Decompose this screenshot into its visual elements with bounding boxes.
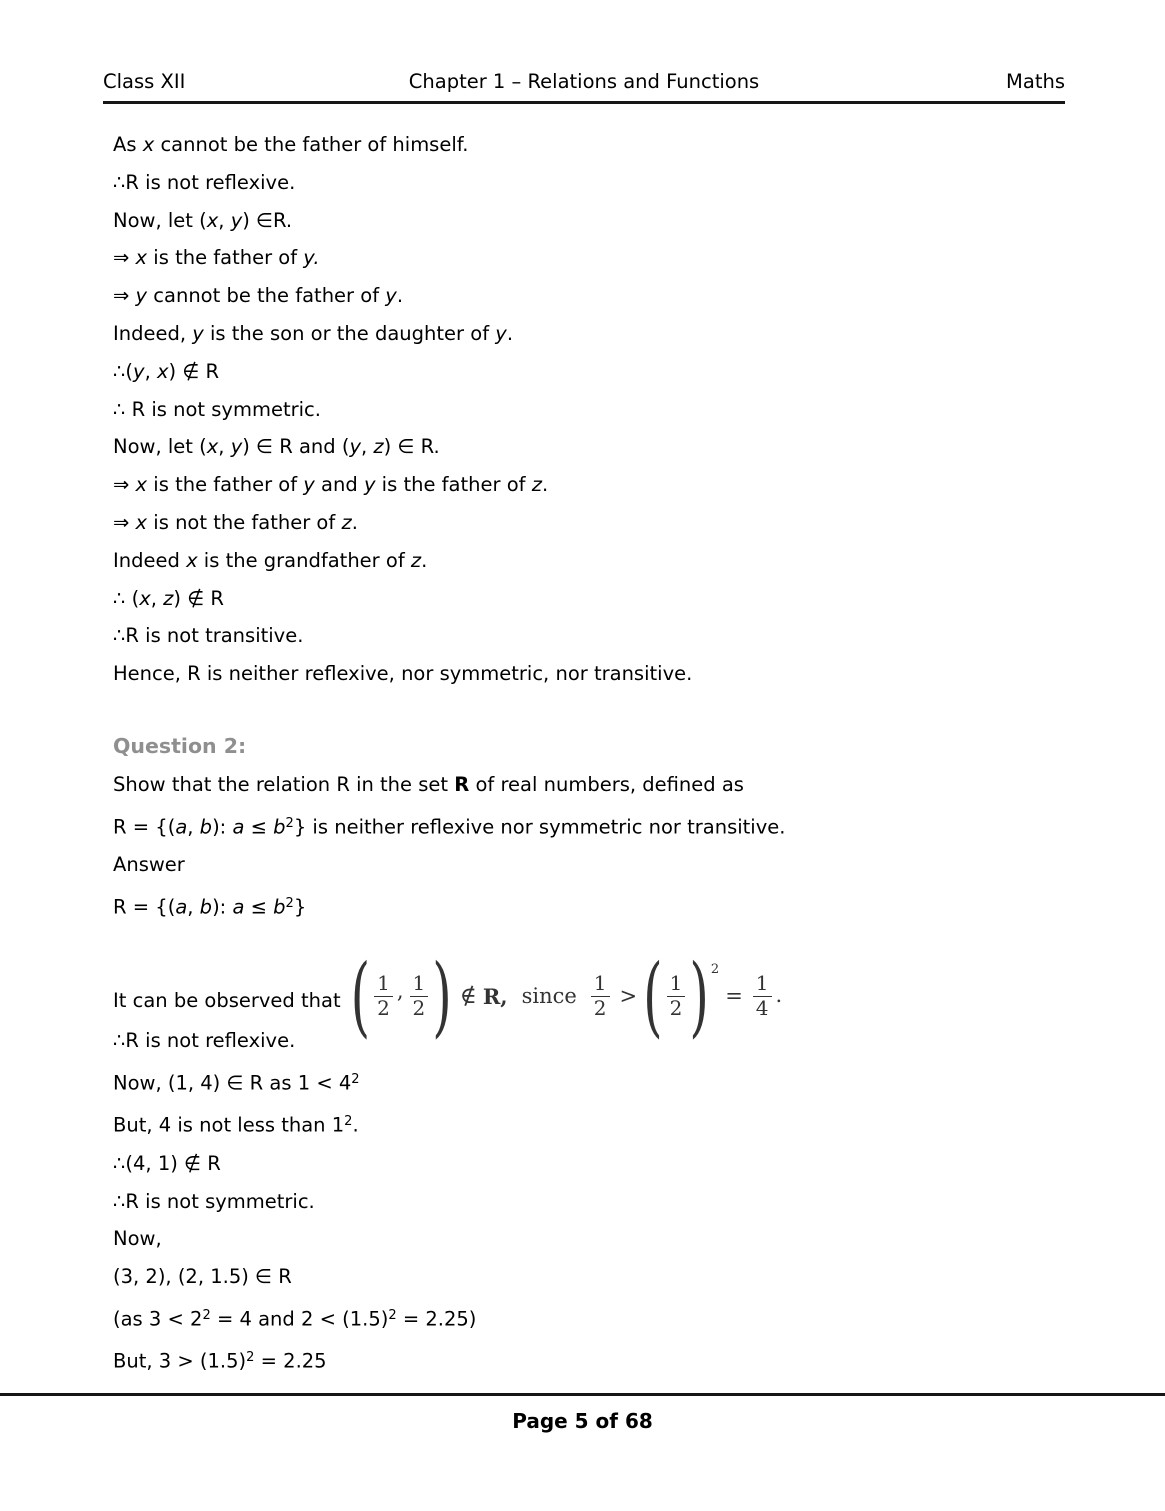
fraction-denominator: 4	[755, 995, 769, 1020]
text-segment: Show that the relation R in the set	[113, 773, 455, 797]
superscript: 2	[202, 1307, 211, 1323]
text-segment: y	[363, 473, 376, 497]
text-line	[113, 509, 1085, 537]
text-segment: b	[273, 895, 286, 919]
text-segment: z	[410, 548, 422, 572]
text-segment: x	[206, 208, 219, 232]
text-segment: }	[293, 895, 307, 919]
text-line	[113, 1150, 1085, 1178]
left-paren-big: (	[643, 945, 663, 1048]
text-segment: ∴(	[113, 359, 134, 383]
text-segment: R	[454, 773, 470, 797]
text-segment: .	[421, 548, 428, 572]
real-set-symbol: R,	[482, 983, 508, 1009]
text-segment: x	[142, 133, 155, 156]
text-segment: Indeed	[113, 548, 187, 572]
text-segment: ≤	[244, 895, 274, 919]
text-line	[113, 1107, 1085, 1140]
page-content	[113, 131, 1085, 1386]
text-segment: x	[186, 548, 198, 572]
text-segment: of real numbers, defined as	[469, 773, 744, 797]
page-header	[103, 70, 1065, 104]
text-segment: But, 4 is not less than 1	[113, 1113, 345, 1137]
text-segment: ⇒	[113, 473, 136, 497]
text-segment: ) ∉ R	[173, 586, 224, 610]
text-segment: y	[495, 321, 507, 345]
superscript: 2	[246, 1350, 255, 1366]
text-segment: ∴ R is not symmetric.	[113, 397, 321, 421]
text-segment: y.	[303, 246, 320, 270]
text-segment: b	[273, 815, 286, 839]
math-formula	[350, 945, 783, 1048]
fraction-numerator: 1	[410, 972, 429, 997]
fraction-numerator: 1	[753, 972, 772, 997]
text-segment: x	[139, 586, 151, 610]
text-segment: ⇒	[113, 246, 136, 270]
text-line	[113, 358, 1085, 386]
text-segment: a	[232, 815, 245, 839]
greater-than-symbol: >	[619, 984, 638, 1009]
text-segment: } is neither reflexive nor symmetric nor transitive.	[293, 815, 786, 839]
question1-solution-lines	[113, 131, 1085, 688]
text-segment: = 4 and 2 < (1.5)	[210, 1307, 389, 1331]
squared-paren-group	[643, 945, 720, 1048]
text-line	[113, 169, 1085, 197]
exponent-superscript: 2	[710, 961, 720, 977]
text-segment: Now, (1, 4) ∈ R as 1 < 4	[113, 1071, 352, 1095]
math-comma: ,	[396, 979, 404, 1004]
text-segment: a	[232, 895, 245, 919]
question2-statement-lines	[113, 771, 1085, 921]
text-line	[113, 771, 1085, 799]
text-segment: ,	[361, 435, 374, 459]
text-segment: ∴(4, 1) ∉ R	[113, 1151, 221, 1175]
text-line	[113, 622, 1085, 650]
text-segment: z	[163, 586, 174, 610]
text-segment: z	[373, 435, 384, 459]
superscript: 2	[388, 1307, 397, 1323]
text-segment: ⇒	[113, 510, 136, 534]
text-segment: ) ∈ R and (	[242, 435, 350, 459]
superscript: 2	[285, 896, 294, 912]
text-segment: .	[351, 510, 358, 534]
text-segment: ∴R is not reflexive.	[113, 1029, 296, 1053]
text-segment: Answer	[113, 853, 185, 877]
text-line	[113, 131, 1085, 159]
text-segment: R = {(	[113, 815, 176, 839]
text-segment: .	[506, 321, 514, 345]
not-element-of-symbol: ∉	[459, 983, 477, 1010]
page-footer	[0, 1393, 1165, 1433]
text-segment: is the father of	[375, 473, 532, 497]
text-segment: y	[349, 435, 362, 459]
text-segment: is the father of	[147, 246, 304, 270]
text-segment: b	[199, 815, 213, 839]
header-class-label: Class XII	[103, 70, 186, 93]
text-segment: is the father of	[147, 473, 304, 497]
text-line	[113, 1027, 1085, 1055]
text-line	[113, 851, 1085, 879]
text-segment: ≤	[244, 815, 274, 839]
text-segment: = 2.25)	[396, 1307, 477, 1331]
fraction-quarter	[753, 972, 772, 1020]
equals-symbol: =	[725, 984, 743, 1009]
text-segment: x	[135, 510, 148, 534]
text-segment: y	[385, 284, 397, 308]
text-segment: is the grandfather of	[197, 548, 411, 572]
text-segment: Now,	[113, 1227, 162, 1251]
text-segment: ∴R is not transitive.	[113, 624, 304, 648]
text-segment: But, 3 > (1.5)	[113, 1349, 247, 1373]
text-segment: x	[206, 435, 219, 459]
text-segment: ):	[212, 895, 233, 919]
text-segment: ⇒	[113, 284, 136, 308]
fraction-denominator: 2	[412, 995, 426, 1020]
text-segment: x	[156, 359, 169, 383]
text-line	[113, 1225, 1085, 1253]
fraction-half-2	[410, 972, 429, 1020]
text-segment: ):	[212, 815, 233, 839]
page-number-label: Page 5 of 68	[512, 1409, 653, 1433]
text-line	[113, 585, 1085, 613]
text-line	[113, 1263, 1085, 1291]
text-segment: ∴ (	[113, 586, 140, 610]
header-row	[103, 70, 1065, 93]
fraction-denominator: 2	[593, 995, 607, 1020]
text-segment: ,	[218, 435, 231, 459]
text-segment: ,	[187, 815, 200, 839]
text-segment: y	[230, 208, 243, 232]
right-paren-big: )	[432, 945, 452, 1048]
fraction-numerator: 1	[591, 972, 610, 997]
text-segment: ,	[150, 586, 164, 610]
text-segment: ) ∈ R.	[383, 435, 440, 459]
superscript: 2	[344, 1114, 353, 1130]
text-segment: As	[113, 133, 143, 156]
text-line	[113, 1301, 1085, 1334]
text-segment: .	[396, 284, 404, 308]
text-segment: Now, let (	[113, 208, 207, 232]
since-label: since	[521, 984, 577, 1009]
text-segment: .	[541, 473, 549, 497]
text-segment: .	[352, 1113, 359, 1137]
fraction-denominator: 2	[669, 995, 683, 1020]
text-segment: y	[192, 321, 204, 345]
text-segment: is the son or the daughter of	[203, 321, 496, 345]
text-segment: ∴R is not symmetric.	[113, 1189, 315, 1213]
superscript: 2	[351, 1072, 360, 1088]
text-segment: Now, let (	[113, 435, 207, 459]
text-line	[113, 809, 1085, 842]
text-segment: cannot be the father of himself.	[154, 133, 469, 156]
text-segment: y	[135, 284, 148, 308]
header-chapter-title: Chapter 1 – Relations and Functions	[408, 70, 760, 93]
text-segment: y	[303, 473, 315, 497]
text-segment: y	[230, 435, 243, 459]
question2-solution-lines	[113, 1027, 1085, 1375]
text-segment: ) ∉ R	[168, 359, 220, 383]
text-line	[113, 433, 1085, 461]
formula-prefix-text: It can be observed that	[113, 989, 341, 1013]
text-line	[113, 396, 1085, 424]
text-segment: ∴R is not reflexive.	[113, 170, 296, 194]
fraction-half-3	[591, 972, 610, 1020]
text-line	[113, 282, 1085, 310]
right-paren-big: )	[689, 945, 709, 1048]
text-segment: x	[135, 246, 148, 270]
text-segment: cannot be the father of	[147, 284, 386, 308]
text-segment: R = {(	[113, 895, 176, 919]
text-line	[113, 889, 1085, 922]
text-segment: b	[199, 895, 213, 919]
left-paren-big: (	[350, 945, 371, 1048]
text-segment: z	[341, 510, 352, 534]
superscript: 2	[285, 815, 294, 831]
text-segment: (as 3 < 2	[113, 1307, 203, 1331]
text-line	[113, 660, 1085, 688]
fraction-numerator: 1	[667, 972, 686, 997]
fraction-numerator: 1	[374, 972, 393, 997]
text-line	[113, 547, 1085, 575]
text-segment: a	[175, 815, 188, 839]
text-line	[113, 1343, 1085, 1376]
text-line	[113, 471, 1085, 499]
text-segment: ,	[218, 208, 231, 232]
fraction-denominator: 2	[377, 995, 390, 1020]
text-segment: Hence, R is neither reflexive, nor symmetric, nor transitive.	[113, 662, 693, 686]
text-line	[113, 1065, 1085, 1098]
text-segment: ) ∈R.	[242, 208, 293, 232]
fraction-half-1	[374, 972, 393, 1020]
text-segment: ,	[187, 895, 200, 919]
text-segment: is not the father of	[147, 510, 342, 534]
text-segment: y	[133, 359, 145, 383]
text-segment: z	[531, 473, 542, 497]
question2-heading: Question 2:	[113, 734, 247, 759]
text-segment: x	[135, 473, 148, 497]
text-segment: ,	[144, 359, 157, 383]
text-segment: Indeed,	[113, 321, 193, 345]
text-line	[113, 244, 1085, 272]
text-segment: (3, 2), (2, 1.5) ∈ R	[113, 1265, 292, 1289]
text-segment: and	[314, 473, 364, 497]
text-line	[113, 1188, 1085, 1216]
text-segment: a	[175, 895, 188, 919]
text-line	[113, 320, 1085, 348]
text-segment: = 2.25	[254, 1349, 327, 1373]
math-period: .	[775, 983, 783, 1008]
text-line	[113, 207, 1085, 235]
header-subject-label: Maths	[1006, 70, 1065, 93]
fraction-half-4	[667, 972, 686, 1020]
